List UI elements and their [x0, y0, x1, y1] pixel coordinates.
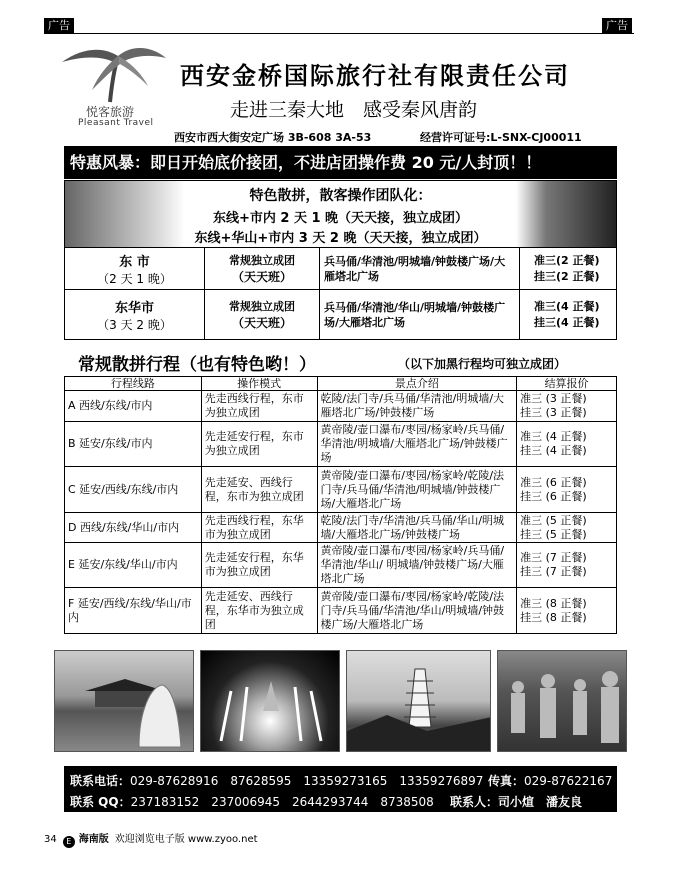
fountain-pagoda-photo: [200, 650, 340, 752]
qq-numbers: 237183152 237006945 2644293744 8738508: [130, 795, 434, 809]
section-note: （以下加黑行程均可独立成团）: [398, 357, 567, 371]
package-row: [64, 248, 617, 290]
mode-cell: 先走延安、西线行程，东华市为独立成团: [201, 588, 317, 634]
column-header: 操作模式: [201, 377, 317, 391]
spots-cell: 乾陵/法门寺/华清池/兵马俑/华山/明城墙/大雁塔北广场/钟鼓楼广场: [317, 513, 517, 543]
package-mode: 常规独立成团: [229, 254, 295, 267]
logo-cn: 悦客旅游: [86, 105, 135, 119]
price-line: 准三 (8 正餐): [520, 596, 587, 610]
table-header-row: [65, 377, 617, 391]
price-cell: [517, 543, 617, 588]
logo-en: Pleasant Travel: [78, 118, 154, 128]
price-line: 准三 (7 正餐): [520, 551, 587, 564]
fax-number: 029-87622167: [524, 774, 613, 788]
package-schedule: （天天班）: [231, 270, 292, 284]
mode-cell: 先走西线行程，东市为独立成团: [201, 391, 317, 422]
table-row: [65, 391, 617, 422]
page-number: 34: [44, 834, 57, 845]
license-number: 经营许可证号:L-SNX-CJ00011: [420, 131, 582, 144]
price-line: 挂三 (5 正餐): [520, 527, 587, 541]
edition-badge-icon: E: [63, 836, 75, 848]
ad-tag-left: 广告: [44, 18, 74, 34]
spots-cell: 黄帝陵/壶口瀑布/枣园/杨家岭/兵马俑/华清池/华山/ 明城墙/钟鼓楼广场/大雁塔北广场: [317, 543, 517, 588]
terracotta-army-photo: [497, 650, 627, 752]
package-name: 东 市: [119, 254, 150, 270]
price-line: 挂三 (7 正餐): [520, 565, 587, 578]
table-row: [65, 513, 617, 543]
route-cell: A 西线/东线/市内: [65, 391, 202, 422]
footer-text: 欢迎浏览电子版 www.zyoo.net: [114, 834, 258, 845]
price-line: 挂三 (6 正餐): [520, 489, 587, 503]
section-title: 常规散拼行程（也有特色哟！）: [78, 355, 316, 375]
price-line: 准三 (4 正餐): [520, 430, 587, 443]
price-line: 准三 (5 正餐): [520, 513, 587, 527]
mode-cell: 先走延安行程，东市为独立成团: [201, 422, 317, 467]
photo-strip: [54, 650, 627, 752]
column-header: 景点介绍: [317, 377, 517, 391]
table-row: [65, 422, 617, 467]
mode-cell: 先走延安、西线行程，东市为独立成团: [201, 467, 317, 513]
price-cell: [517, 588, 617, 634]
feature-title: 特色散拼，散客操作团队化：: [249, 188, 432, 204]
edition-name: 海南版: [78, 834, 109, 845]
price-cell: [517, 422, 617, 467]
table-row: [65, 588, 617, 634]
spots-cell: 黄帝陵/壶口瀑布/枣园/杨家岭/乾陵/法门寺/兵马俑/华清池/华山/明城墙/钟鼓楼广场/大雁塔北广场: [317, 588, 517, 634]
price-line: 准三 (3 正餐): [520, 392, 587, 405]
mode-cell: 先走延安行程，东华市为独立成团: [201, 543, 317, 588]
price-line: 准三 (6 正餐): [520, 475, 587, 489]
feature-line-1: 东线+市内 2 天 1 晚（天天接，独立成团）: [212, 211, 469, 226]
package-name: 东华市: [114, 300, 154, 316]
table-row: [65, 543, 617, 588]
palace-rock-photo: [54, 650, 194, 752]
palm-logo-icon: [52, 42, 170, 104]
spots-cell: 黄帝陵/壶口瀑布/枣园/杨家岭/兵马俑/华清池/明城墙/大雁塔北广场/钟鼓楼广场: [317, 422, 517, 467]
price-cell: [517, 513, 617, 543]
route-cell: B 延安/东线/市内: [65, 422, 202, 467]
contact-bar: [64, 766, 617, 812]
package-price: 挂三(2 正餐): [534, 269, 600, 283]
route-cell: C 延安/西线/东线/市内: [65, 467, 202, 513]
price-line: 挂三 (8 正餐): [520, 610, 587, 624]
route-cell: D 西线/东线/华山/市内: [65, 513, 202, 543]
company-name: 西安金桥国际旅行社有限责任公司: [180, 62, 570, 90]
slogan: 走进三秦大地 感受秦风唐韵: [230, 99, 478, 121]
price-line: 挂三 (3 正餐): [520, 406, 587, 419]
route-cell: E 延安/东线/华山/市内: [65, 543, 202, 588]
table-row: [65, 467, 617, 513]
feature-box: [64, 180, 617, 248]
qq-label: 联系 QQ：: [70, 795, 131, 809]
route-cell: F 延安/西线/东线/华山/市内: [65, 588, 202, 634]
feature-line-2: 东线+华山+市内 3 天 2 晚（天天接，独立成团）: [194, 231, 487, 246]
mode-cell: 先走西线行程，东华市为独立成团: [201, 513, 317, 543]
package-duration: （2 天 1 晚）: [97, 271, 172, 286]
page-footer: [44, 830, 258, 848]
phone-label: 联系电话：: [70, 774, 131, 788]
spots-cell: 黄帝陵/壶口瀑布/枣园/杨家岭/乾陵/法门寺/兵马俑/华清池/明城墙/钟鼓楼广场/大雁塔北广场: [317, 467, 517, 513]
price-cell: [517, 391, 617, 422]
column-header: 行程线路: [65, 377, 202, 391]
contact-persons: 司小煊 潘友良: [498, 795, 583, 809]
package-spots: 兵马俑/华清池/明城墙/钟鼓楼广场/大雁塔北广场: [324, 254, 506, 283]
promo-banner: 特惠风暴：即日开始底价接团，不进店团操作费 20 元/人封顶！！: [64, 146, 617, 179]
package-price: 准三(2 正餐): [534, 253, 600, 267]
contact-person-label: 联系人：: [450, 795, 499, 809]
spots-cell: 乾陵/法门寺/兵马俑/华清池/明城墙/大雁塔北广场/钟鼓楼广场: [317, 391, 517, 422]
package-duration: （3 天 2 晚）: [97, 317, 172, 332]
big-wild-goose-pagoda-photo: [346, 650, 491, 752]
package-price: 准三(4 正餐): [534, 299, 600, 313]
package-schedule: （天天班）: [231, 316, 292, 330]
address: 西安市西大街安定广场 3B-608 3A-53: [174, 131, 372, 144]
phone-numbers: 029-87628916 87628595 13359273165 13359276897: [130, 774, 484, 788]
routes-table: [64, 376, 617, 634]
price-line: 挂三 (4 正餐): [520, 444, 587, 457]
package-row: [64, 290, 617, 340]
fax-label: 传真：: [488, 774, 525, 788]
ad-tag-right: 广告: [602, 18, 632, 34]
price-cell: [517, 467, 617, 513]
package-spots: 兵马俑/华清池/华山/明城墙/钟鼓楼广场/大雁塔北广场: [324, 300, 506, 329]
package-price: 挂三(4 正餐): [534, 315, 600, 329]
package-mode: 常规独立成团: [229, 300, 295, 313]
column-header: 结算报价: [517, 377, 617, 391]
